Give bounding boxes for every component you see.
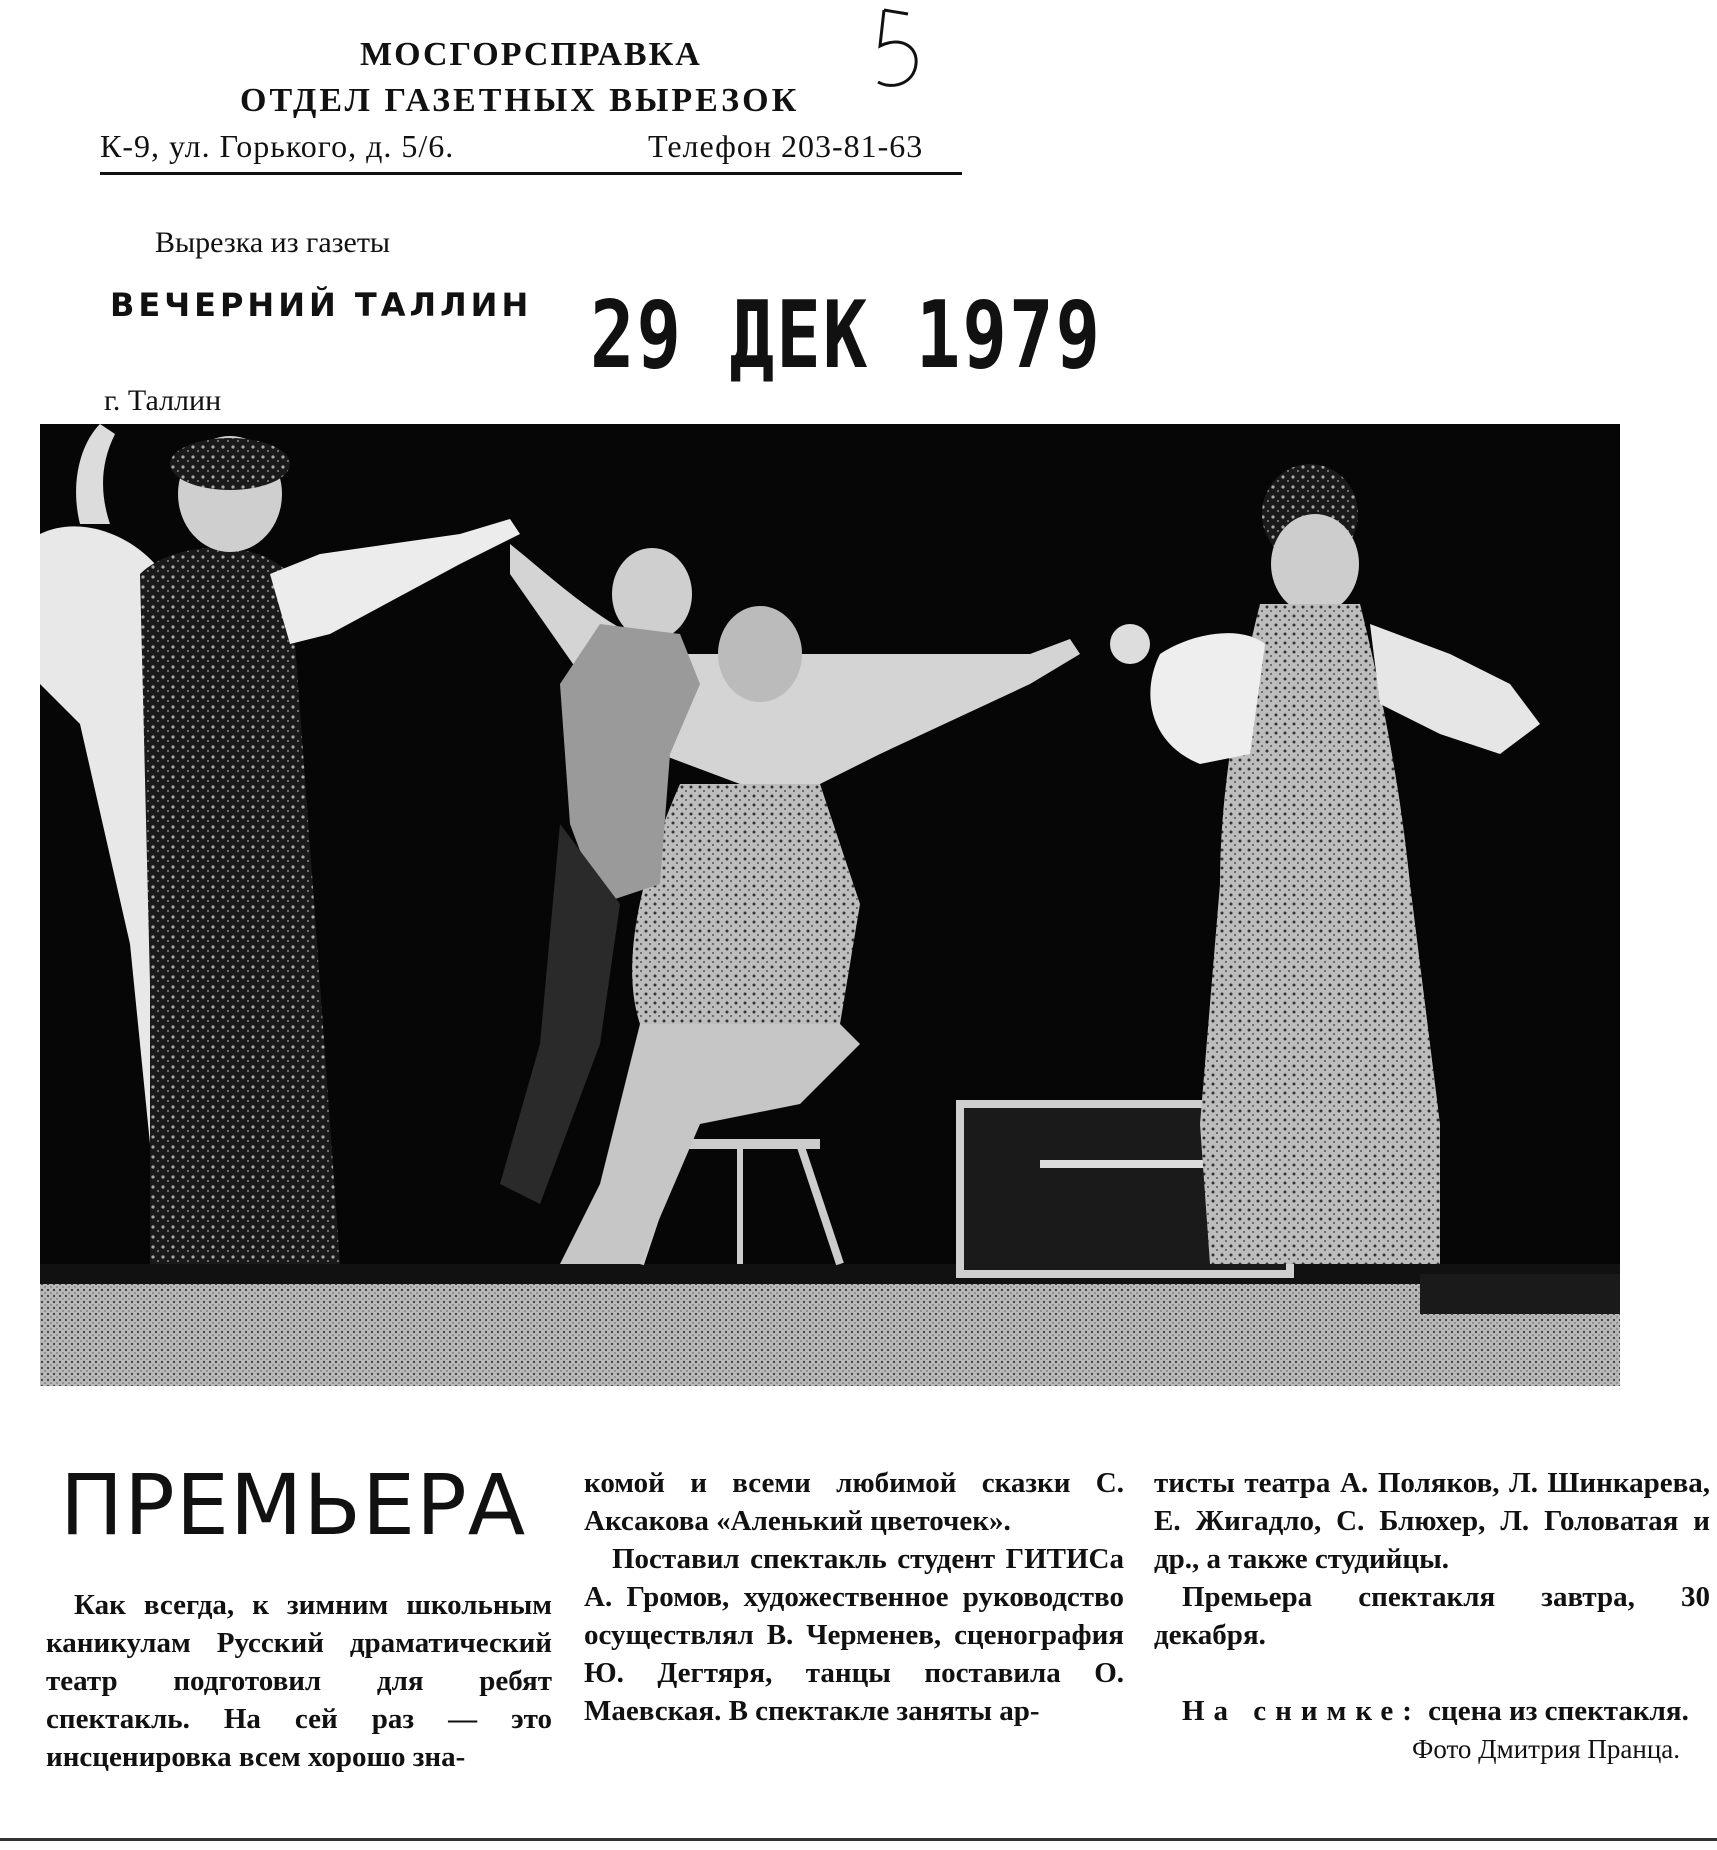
stage-photo bbox=[40, 424, 1620, 1386]
photo-caption bbox=[1154, 1692, 1710, 1730]
caption-text: сцена из спектакля. bbox=[1428, 1695, 1689, 1727]
agency-address: К-9, ул. Горького, д. 5/6. bbox=[100, 128, 455, 164]
caption-lead: На снимке: bbox=[1182, 1695, 1421, 1727]
article-paragraph: тисты театра А. Поляков, Л. Шинкарева, Е. Жигадло, С. Блюхер, Л. Головатая и др., а также студийцы. bbox=[1154, 1467, 1710, 1575]
article-column-1 bbox=[46, 1586, 552, 1776]
city-label: г. Таллин bbox=[104, 384, 222, 417]
theatre-stage-photo-icon bbox=[40, 424, 1620, 1386]
date-stamp: 29 ДЕК 1979 bbox=[590, 282, 1103, 390]
agency-phone: Телефон 203-81-63 bbox=[648, 128, 924, 164]
article-paragraph: Премьера спектакля завтра, 30 декабря. bbox=[1154, 1581, 1710, 1651]
newspaper-name: ВЕЧЕРНИЙ ТАЛЛИН bbox=[110, 286, 533, 324]
handwritten-mark-icon bbox=[870, 6, 930, 96]
article-paragraph: Как всегда, к зимним школьным каникулам Русский драматический театр подготовил для ребят спектакль. На сей раз — это инсценировка всем хорошо зна- bbox=[46, 1589, 552, 1773]
bottom-edge-rule bbox=[0, 1838, 1717, 1841]
photo-credit: Фото Дмитрия Пранца. bbox=[1412, 1734, 1680, 1764]
article-paragraph: комой и всеми любимой сказки С. Аксакова «Аленький цветочек». bbox=[584, 1467, 1124, 1537]
article-column-2 bbox=[584, 1464, 1124, 1730]
clipping-label: Вырезка из газеты bbox=[155, 226, 391, 259]
article-headline: ПРЕМЬЕРА bbox=[60, 1456, 527, 1554]
article-paragraph: Поставил спектакль студент ГИТИСа А. Громов, художественное руководство осуществлял В. Черменев, сценография Ю. Дегтяря, танцы поставила О. Маевская. В спектакле заняты ар- bbox=[584, 1543, 1124, 1727]
address-underline bbox=[100, 172, 962, 175]
spacer bbox=[1154, 1654, 1710, 1692]
article-column-3 bbox=[1154, 1464, 1710, 1768]
agency-department: ОТДЕЛ ГАЗЕТНЫХ ВЫРЕЗОК bbox=[240, 82, 800, 119]
agency-name: МОСГОРСПРАВКА bbox=[360, 36, 702, 73]
